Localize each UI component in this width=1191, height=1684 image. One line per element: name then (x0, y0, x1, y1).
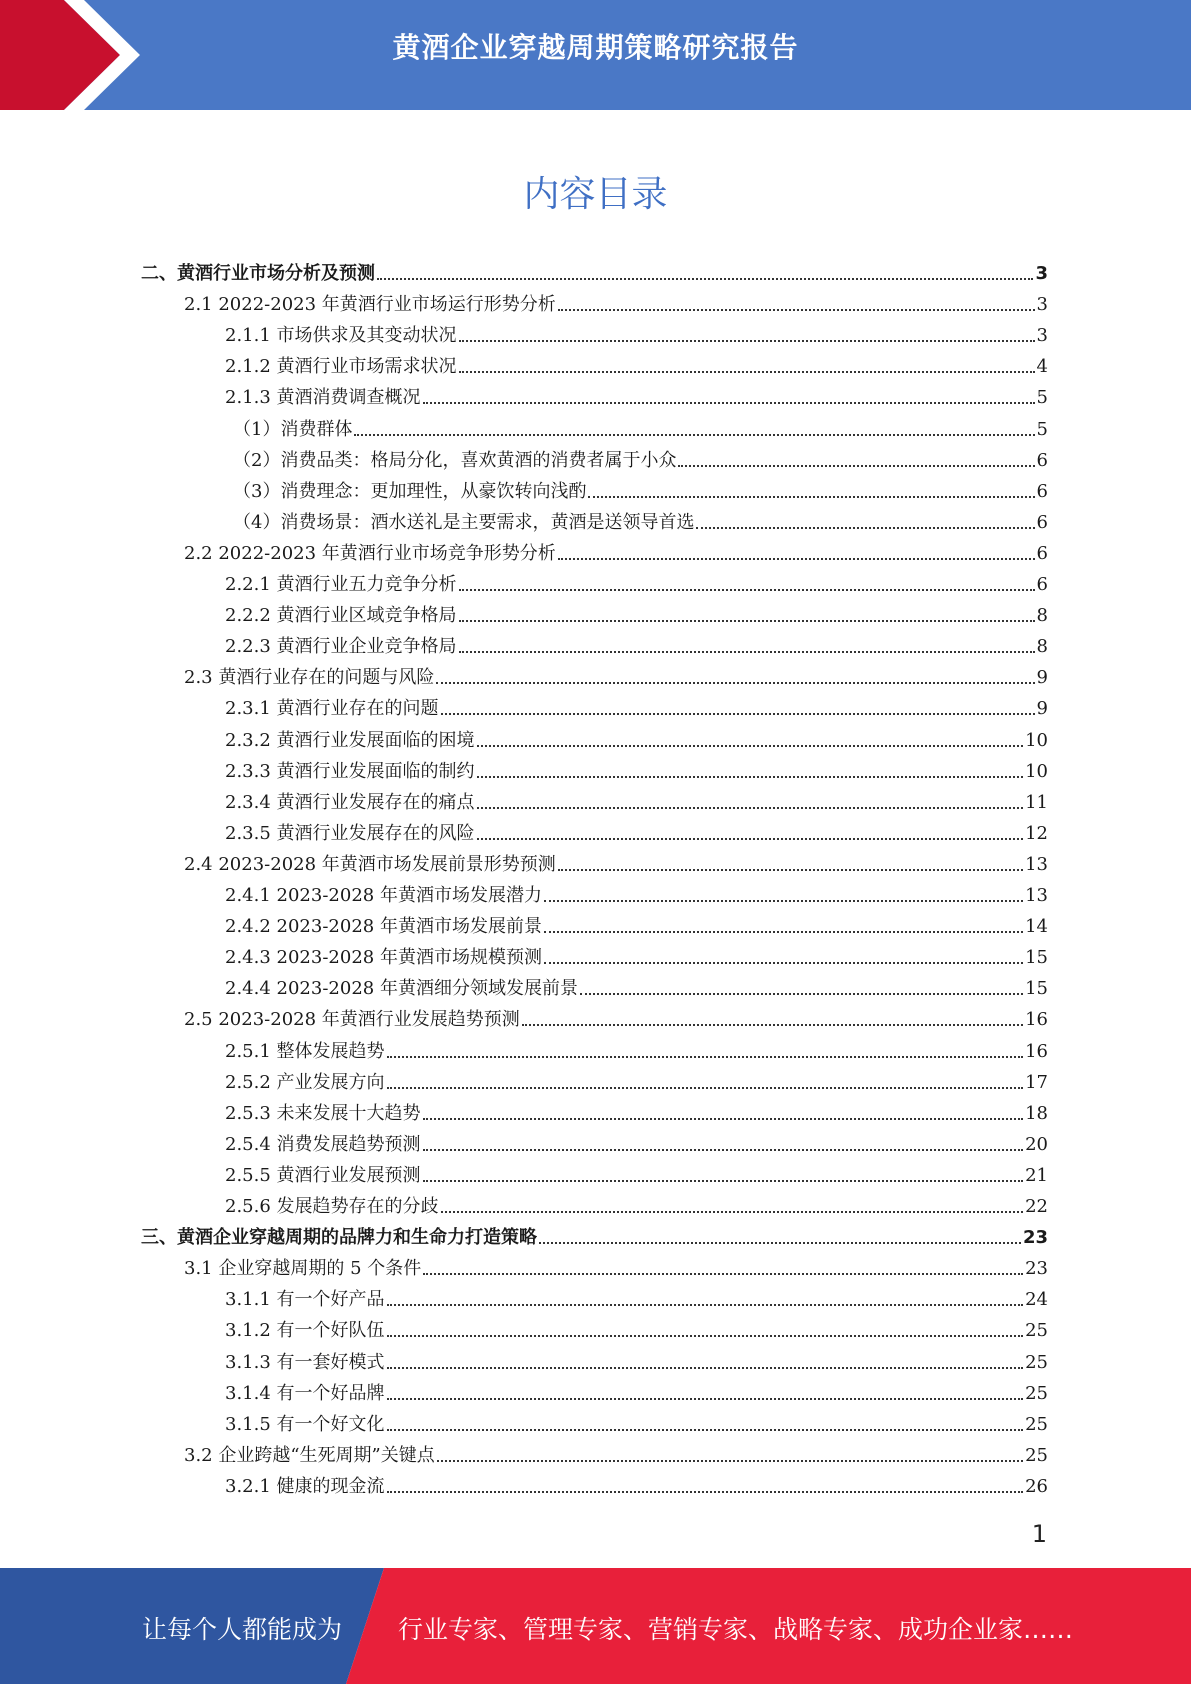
toc-entry[interactable] (184, 846, 1048, 877)
toc-entry-label: （4）消费场景：酒水送礼是主要需求，黄酒是送领导首选 (233, 511, 695, 533)
toc-entry-page: 18 (1025, 1102, 1048, 1124)
toc-dot-leader (544, 930, 1023, 933)
toc-entry[interactable] (225, 1064, 1048, 1095)
toc-entry-page: 8 (1036, 605, 1048, 627)
toc-dot-leader (387, 1334, 1024, 1337)
toc-entry-label: 2.1.1 市场供求及其变动状况 (225, 325, 457, 347)
toc-entry[interactable] (225, 1033, 1048, 1064)
toc-heading: 内容目录 (523, 174, 668, 215)
toc-entry-page: 11 (1025, 791, 1048, 813)
toc-entry-label: 2.5.4 消费发展趋势预测 (225, 1133, 421, 1155)
toc-entry[interactable] (225, 1095, 1048, 1126)
toc-entry-page: 12 (1025, 822, 1048, 844)
toc-entry-label: 2.2 2022-2023 年黄酒行业市场竞争形势分析 (184, 542, 556, 564)
toc-entry[interactable] (225, 1406, 1048, 1437)
toc-entry-page: 22 (1025, 1196, 1048, 1217)
toc-entry-label: 2.5.5 黄酒行业发展预测 (225, 1164, 421, 1186)
toc-entry-page: 6 (1036, 480, 1048, 502)
toc-entry-page: 16 (1025, 1040, 1048, 1062)
footer-slogan-left: 让每个人都能成为 (142, 1615, 343, 1644)
toc-entry-label: 3.1.3 有一套好模式 (225, 1351, 385, 1373)
toc-entry-label: 2.4.3 2023-2028 年黄酒市场规模预测 (225, 947, 542, 969)
toc-dot-leader (539, 1241, 1021, 1244)
toc-entry[interactable] (225, 690, 1048, 721)
toc-entry-page: 14 (1025, 916, 1048, 938)
toc-entry-page: 8 (1036, 636, 1048, 658)
toc-dot-leader (423, 401, 1035, 404)
toc-entry-page: 17 (1025, 1071, 1048, 1093)
toc-dot-leader (441, 712, 1035, 715)
toc-entry[interactable] (225, 317, 1048, 348)
toc-entry-label: 2.5.1 整体发展趋势 (225, 1040, 385, 1062)
toc-entry-label: 3.1.5 有一个好文化 (225, 1413, 385, 1435)
toc-dot-leader (477, 806, 1024, 809)
toc-dot-leader (588, 495, 1034, 498)
toc-entry-page: 5 (1036, 387, 1048, 409)
toc-dot-leader (387, 1397, 1024, 1400)
toc-entry-label: 2.3.1 黄酒行业存在的问题 (225, 698, 439, 720)
toc-dot-leader (459, 370, 1035, 373)
toc-entry-page: 25 (1025, 1444, 1048, 1466)
toc-entry[interactable] (225, 1281, 1048, 1312)
toc-dot-leader (477, 837, 1024, 840)
toc-entry-page: 23 (1025, 1258, 1048, 1280)
toc-dot-leader (477, 744, 1024, 747)
toc-entry[interactable] (233, 442, 1048, 473)
toc-entry-page: 15 (1025, 947, 1048, 969)
toc-entry[interactable] (233, 411, 1048, 442)
toc-dot-leader (459, 619, 1035, 622)
toc-entry-label: 2.4 2023-2028 年黄酒市场发展前景形势预测 (184, 853, 556, 875)
toc-dot-leader (522, 1023, 1023, 1026)
toc-dot-leader (423, 1148, 1024, 1151)
toc-entry[interactable] (233, 473, 1048, 504)
toc-entry-label: 2.2.2 黄酒行业区域竞争格局 (225, 605, 457, 627)
toc-entry-label: 二、黄酒行业市场分析及预测 (141, 263, 375, 284)
toc-entry-label: 3.2 企业跨越“生死周期”关键点 (184, 1444, 435, 1466)
toc-entry-label: 2.3.3 黄酒行业发展面临的制约 (225, 760, 475, 782)
toc-entry-label: 2.2.3 黄酒行业企业竞争格局 (225, 636, 457, 658)
toc-dot-leader (580, 992, 1023, 995)
toc-dot-leader (377, 277, 1033, 280)
report-title: 黄酒企业穿越周期策略研究报告 (392, 31, 799, 64)
toc-dot-leader (423, 1179, 1024, 1182)
toc-entry[interactable] (225, 628, 1048, 659)
toc-entry[interactable] (225, 1126, 1048, 1157)
toc-dot-leader (441, 1210, 1024, 1213)
toc-entry-label: 2.4.4 2023-2028 年黄酒细分领域发展前景 (225, 978, 578, 1000)
toc-entry[interactable] (225, 970, 1048, 1001)
toc-entry-page: 6 (1036, 542, 1048, 564)
toc-dot-leader (477, 775, 1024, 778)
toc-entry[interactable] (225, 379, 1048, 410)
toc-entry-page: 10 (1025, 760, 1048, 782)
toc-dot-leader (387, 1055, 1024, 1058)
toc-entry-label: 2.1.3 黄酒消费调查概况 (225, 387, 421, 409)
toc-entry-label: 2.5.6 发展趋势存在的分歧 (225, 1196, 439, 1217)
header-band (0, 0, 1191, 110)
toc-entry-label: 3.1.1 有一个好产品 (225, 1289, 385, 1311)
toc-entry[interactable] (225, 784, 1048, 815)
toc-entry-page: 13 (1025, 885, 1048, 906)
toc-entry-page: 5 (1036, 418, 1048, 440)
toc-entry-page: 6 (1036, 574, 1048, 595)
toc-entry[interactable] (184, 1250, 1048, 1281)
toc-entry-page: 26 (1025, 1475, 1048, 1497)
page-number: 1 (1031, 1520, 1047, 1548)
toc-dot-leader (459, 339, 1035, 342)
toc-entry-page: 24 (1025, 1289, 1048, 1311)
toc-dot-leader (544, 961, 1023, 964)
toc-entry[interactable] (184, 286, 1048, 317)
toc-entry-label: 2.3.4 黄酒行业发展存在的痛点 (225, 791, 475, 813)
toc-entry-page: 10 (1025, 729, 1048, 751)
toc-entry-page: 4 (1036, 356, 1048, 378)
toc-dot-leader (558, 557, 1035, 560)
toc-entry[interactable] (225, 597, 1048, 628)
toc-entry-label: 2.1 2022-2023 年黄酒行业市场运行形势分析 (184, 294, 556, 316)
toc-dot-leader (387, 1490, 1024, 1493)
toc-entry[interactable] (184, 659, 1048, 690)
toc-dot-leader (459, 588, 1035, 591)
toc-entry-page: 13 (1025, 853, 1048, 875)
toc-entry-label: 3.2.1 健康的现金流 (225, 1475, 385, 1497)
toc-entry-label: 2.3.2 黄酒行业发展面临的困境 (225, 729, 475, 751)
toc-entry-page: 3 (1036, 294, 1048, 316)
toc-entry[interactable] (141, 255, 1048, 286)
toc-entry-label: 2.4.2 2023-2028 年黄酒市场发展前景 (225, 916, 542, 938)
toc-entry-label: （2）消费品类：格局分化，喜欢黄酒的消费者属于小众 (233, 449, 677, 471)
toc-entry-label: 2.3 黄酒行业存在的问题与风险 (184, 667, 435, 689)
toc-entry[interactable] (225, 1312, 1048, 1343)
toc-entry-label: 2.3.5 黄酒行业发展存在的风险 (225, 822, 475, 844)
toc-entry-page: 6 (1036, 511, 1048, 533)
toc-dot-leader (558, 308, 1035, 311)
toc-entry-label: 2.2.1 黄酒行业五力竞争分析 (225, 574, 457, 595)
toc-entry-label: 2.4.1 2023-2028 年黄酒市场发展潜力 (225, 885, 542, 906)
toc-entry[interactable] (184, 535, 1048, 566)
toc-entry-page: 25 (1025, 1351, 1048, 1373)
toc-entry[interactable] (225, 348, 1048, 379)
toc-entry[interactable] (233, 504, 1048, 535)
toc-entry-label: 2.5.3 未来发展十大趋势 (225, 1102, 421, 1124)
toc-dot-leader (387, 1428, 1024, 1431)
toc-dot-leader (459, 650, 1035, 653)
toc-entry-label: 2.5.2 产业发展方向 (225, 1071, 385, 1093)
toc-entry[interactable] (225, 908, 1048, 939)
toc-entry[interactable] (141, 1219, 1048, 1250)
footer-slogan-right: 行业专家、管理专家、营销专家、战略专家、成功企业家…… (398, 1615, 1074, 1644)
toc-dot-leader (354, 433, 1034, 436)
toc-dot-leader (696, 526, 1034, 529)
toc-dot-leader (437, 1459, 1023, 1462)
toc-entry-page: 3 (1035, 263, 1048, 284)
toc-entry-label: 三、黄酒企业穿越周期的品牌力和生命力打造策略 (141, 1227, 537, 1249)
toc-dot-leader (387, 1366, 1024, 1369)
toc-dot-leader (558, 868, 1023, 871)
toc-entry[interactable] (225, 1375, 1048, 1406)
toc-entry[interactable] (225, 1188, 1048, 1219)
toc-dot-leader (678, 464, 1034, 467)
toc-entry-label: 3.1.4 有一个好品牌 (225, 1382, 385, 1404)
toc-entry-page: 3 (1036, 325, 1048, 347)
toc-entry-label: （1）消费群体 (233, 418, 353, 440)
toc-entry-label: 2.1.2 黄酒行业市场需求状况 (225, 356, 457, 378)
toc-entry[interactable] (225, 1468, 1048, 1499)
toc-entry-page: 6 (1036, 449, 1048, 471)
toc-dot-leader (387, 1086, 1024, 1089)
toc-entry-page: 21 (1025, 1164, 1048, 1186)
toc-entry[interactable] (225, 1344, 1048, 1375)
toc-entry-page: 15 (1025, 978, 1048, 1000)
toc-dot-leader (423, 1117, 1024, 1120)
toc-entry-label: 3.1.2 有一个好队伍 (225, 1320, 385, 1342)
toc-entry[interactable] (225, 566, 1048, 597)
toc-entry-page: 25 (1025, 1413, 1048, 1435)
toc-entry-page: 16 (1025, 1009, 1048, 1031)
toc-entry-page: 20 (1025, 1133, 1048, 1155)
toc-entry-label: 3.1 企业穿越周期的 5 个条件 (184, 1258, 422, 1280)
toc-entry[interactable] (225, 1157, 1048, 1188)
toc-entry[interactable] (225, 722, 1048, 753)
toc-entry-page: 9 (1036, 667, 1048, 689)
toc-dot-leader (544, 899, 1023, 902)
toc-entry-label: （3）消费理念：更加理性，从豪饮转向浅酌 (233, 480, 587, 502)
toc-entry-page: 25 (1025, 1320, 1048, 1342)
toc-entry-label: 2.5 2023-2028 年黄酒行业发展趋势预测 (184, 1009, 520, 1031)
footer-band (0, 1568, 1191, 1684)
toc-entry-page: 9 (1036, 698, 1048, 720)
toc-entry[interactable] (225, 753, 1048, 784)
toc-entry-page: 25 (1025, 1382, 1048, 1404)
toc-entry[interactable] (225, 815, 1048, 846)
toc-entry[interactable] (184, 1437, 1048, 1468)
toc-dot-leader (387, 1303, 1024, 1306)
toc-entry[interactable] (225, 939, 1048, 970)
toc-entry[interactable] (225, 877, 1048, 908)
toc-dot-leader (436, 681, 1034, 684)
toc-entry-page: 23 (1022, 1227, 1048, 1249)
toc-entry[interactable] (184, 1001, 1048, 1032)
toc-dot-leader (423, 1272, 1023, 1275)
